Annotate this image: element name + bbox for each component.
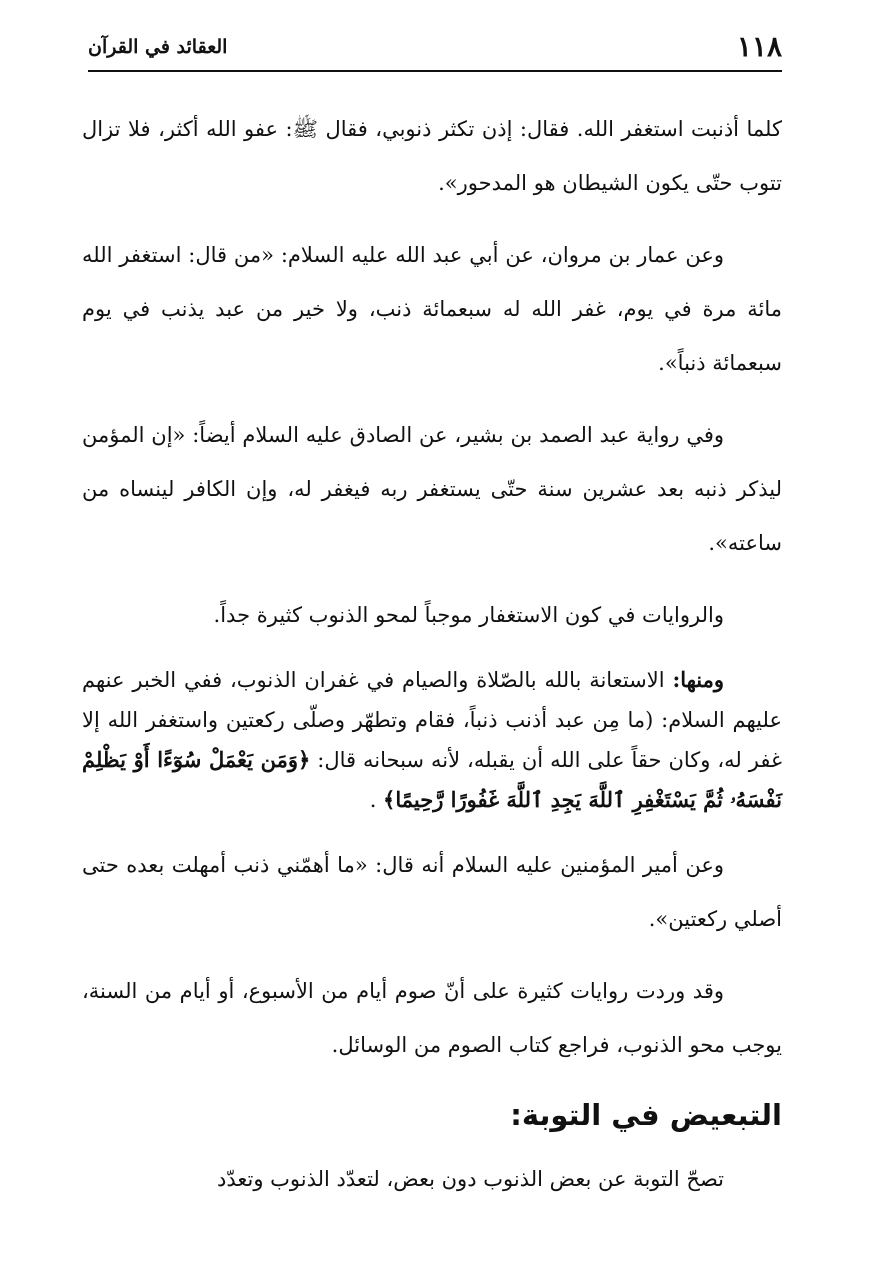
book-title: العقائد في القرآن — [88, 36, 228, 58]
page-body — [82, 102, 782, 1224]
paragraph-partial-repentance: تصحّ التوبة عن بعض الذنوب دون بعض، لتعدّد الذنوب وتعدّد — [217, 1167, 724, 1191]
paragraph-fasting-days: وقد وردت روايات كثيرة على أنّ صوم أيام من الأسبوع، أو أيام من السنة، يوجب محو الذنوب، فراجع كتاب الصوم من الوسائل. — [82, 979, 782, 1057]
running-header — [88, 26, 782, 72]
page-number: ١١٨ — [736, 30, 782, 63]
paragraph-amir-narration: وعن أمير المؤمنين عليه السلام أنه قال: «ما أهمّني ذنب أمهلت بعده حتى أصلي ركعتين». — [82, 853, 782, 931]
paragraph-lead-word: ومنها: — [672, 667, 724, 692]
section-heading: التبعيض في التوبة: — [510, 1098, 782, 1132]
paragraph-continuation: كلما أذنبت استغفر الله. فقال: إذن تكثر ذنوبي، فقال ﷺ: عفو الله أكثر، فلا تزال تتوب حتّى يكون الشيطان هو المدحور». — [82, 117, 782, 195]
paragraph-prayer-text: الاستعانة بالله بالصّلاة والصيام في غفران الذنوب، ففي الخبر عنهم عليهم السلام: (ما مِن عبد أذنب ذنباً، فقام وتطهّر وصلّى ركعتين واستغفر الله إلا غفر له، وكان حقاً على الله أن يقبله، لأنه سبحانه قال: — [82, 668, 782, 772]
paragraph-prayer-fasting — [82, 660, 782, 820]
paragraph-abdulsamad-narration: وفي رواية عبد الصمد بن بشير، عن الصادق عليه السلام أيضاً: «إن المؤمن ليذكر ذنبه بعد عشرين سنة حتّى يستغفر ربه فيغفر له، وإن الكافر لينساه من ساعته». — [82, 423, 782, 555]
quran-verse: ﴿وَمَن يَعْمَلْ سُوٓءًا أَوْ يَظْلِمْ نَفْسَهُۥ ثُمَّ يَسْتَغْفِرِ ٱللَّهَ يَجِدِ ٱللَّهَ غَفُورًا رَّحِيمًا﴾ — [82, 747, 782, 812]
paragraph-ammar-narration: وعن عمار بن مروان، عن أبي عبد الله عليه السلام: «من قال: استغفر الله مائة مرة في يوم، غفر الله له سبعمائة ذنب، ولا خير من عبد يذنب في يوم سبعمائة ذنباً». — [82, 243, 782, 375]
paragraph-prayer-end: . — [369, 788, 384, 812]
paragraph-narrations-many: والروايات في كون الاستغفار موجباً لمحو الذنوب كثيرة جداً. — [213, 603, 724, 627]
